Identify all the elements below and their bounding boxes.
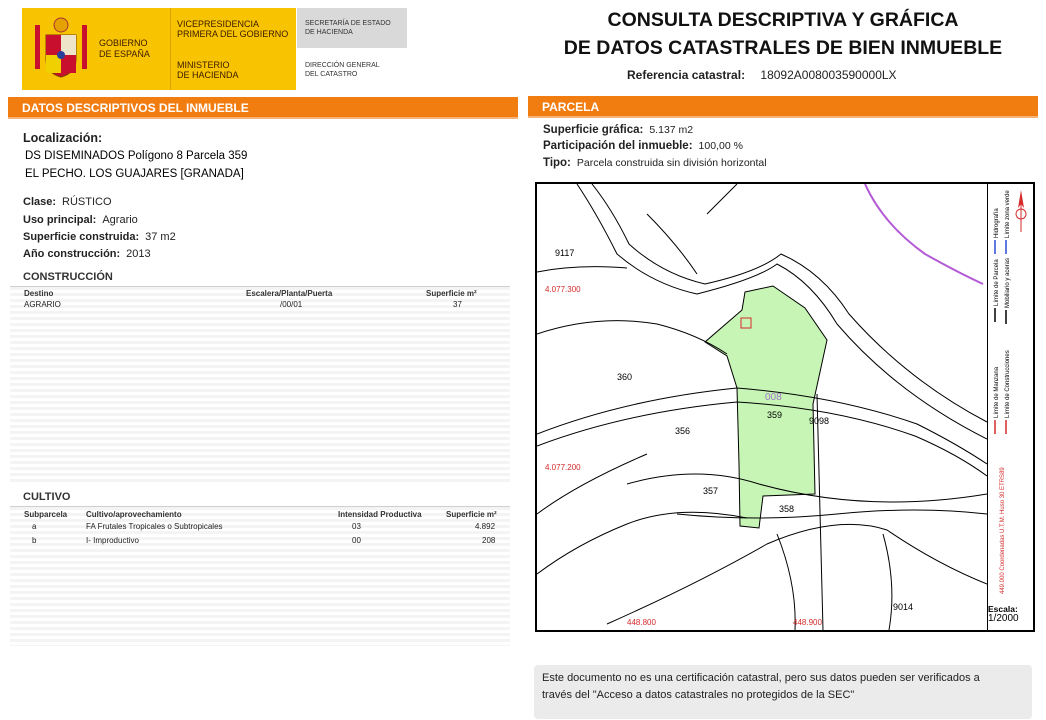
col-superficie: Superficie m²: [426, 289, 477, 298]
road-line: [537, 512, 747, 574]
direccion-general-text: DIRECCIÓN GENERAL DEL CATASTRO: [305, 62, 380, 78]
table-cell: 208: [482, 536, 496, 545]
escala-value: 1/2000: [988, 613, 1019, 624]
tipo-value: Parcela construida sin división horizontal: [576, 157, 767, 169]
road-line: [537, 267, 627, 272]
table-cell: b: [32, 536, 37, 545]
section-underline: [8, 117, 518, 119]
parcel-label: 9098: [809, 416, 830, 426]
table-cell: 00: [352, 536, 361, 545]
table-cell: a: [32, 522, 37, 531]
table-cell: 37: [453, 300, 462, 309]
superficie-construida-value: 37 m2: [145, 231, 176, 243]
disclaimer-line1: Este documento no es una certificación catastral, pero sus datos pueden ser verificados a: [542, 672, 980, 684]
col-destino: Destino: [24, 289, 54, 298]
anio-row: [23, 248, 151, 260]
participacion-row: [543, 140, 743, 152]
superficie-grafica-row: [543, 124, 693, 136]
col-cultivo: Cultivo/aprovechamiento: [86, 510, 182, 519]
parcel-label: 9014: [893, 602, 914, 612]
escala-block: [988, 605, 1019, 623]
coord-label: 4.077.200: [545, 463, 581, 472]
cadastral-map[interactable]: [535, 182, 1035, 632]
participacion-value: 100,00 %: [698, 140, 743, 152]
road-line: [817, 394, 823, 630]
legend-drawing: [988, 184, 1035, 630]
coord-label: 448.800: [627, 618, 656, 627]
referencia-label: Referencia catastral:: [627, 68, 746, 82]
uso-label: Uso principal:: [23, 214, 97, 226]
legend-item: Mobiliario y aceras: [1005, 257, 1011, 308]
parcel-label: 358: [779, 504, 795, 514]
gobierno-text: GOBIERNO DE ESPAÑA: [99, 38, 150, 59]
subparcel-label: 008: [765, 392, 782, 403]
map-drawing: [537, 184, 987, 630]
referencia-value: 18092A008003590000LX: [760, 68, 897, 82]
anio-label: Año construcción:: [23, 248, 121, 260]
col-superficie: Superficie m²: [446, 510, 497, 519]
cultivo-title: CULTIVO: [23, 491, 71, 503]
legend-item: Límite de Parcela: [994, 259, 1000, 306]
table-cell: 03: [352, 522, 361, 531]
legend-item: Límite zona verde: [1005, 190, 1011, 238]
escala-label: Escala:: [988, 604, 1018, 614]
clase-value: RÚSTICO: [62, 196, 112, 208]
parcela-header: PARCELA: [528, 96, 1038, 116]
referencia-catastral: [627, 68, 897, 82]
table-cell: AGRARIO: [24, 300, 61, 309]
road-line: [647, 214, 697, 274]
participacion-label: Participación del inmueble:: [543, 140, 693, 152]
table-cell: I- Improductivo: [86, 536, 139, 545]
document-title-line2: DE DATOS CATASTRALES DE BIEN INMUEBLE: [563, 37, 1003, 59]
road-line: [537, 321, 727, 354]
localizacion-line1: DS DISEMINADOS Polígono 8 Parcela 359: [25, 150, 248, 162]
legend-item: Límite de Manzana: [994, 366, 1000, 418]
parcel-label: 356: [675, 426, 691, 436]
datos-descriptivos-header: DATOS DESCRIPTIVOS DEL INMUEBLE: [8, 97, 518, 117]
gobierno-logo: [22, 8, 296, 90]
construccion-title: CONSTRUCCIÓN: [23, 271, 113, 283]
table-cell: FA Frutales Tropicales o Subtropicales: [86, 522, 223, 531]
vicepresidencia-block: [170, 8, 296, 90]
tipo-row: [543, 157, 767, 169]
disclaimer-note: [534, 665, 1032, 719]
col-subparcela: Subparcela: [24, 510, 68, 519]
parcel-label: 360: [617, 372, 633, 382]
parcel-359-area: [705, 286, 830, 528]
disclaimer-line2: través del "Acceso a datos catastrales no protegidos de la SEC": [542, 689, 855, 701]
map-legend: [987, 184, 1035, 630]
section-underline: [528, 116, 1038, 118]
uso-row: [23, 214, 138, 226]
parcel-label: 359: [767, 410, 783, 420]
road-line: [777, 534, 795, 630]
legend-item: Límite de Construcciones: [1005, 350, 1011, 418]
coord-label: 448.900: [793, 618, 822, 627]
uso-value: Agrario: [102, 214, 138, 226]
anio-value: 2013: [126, 248, 151, 260]
superficie-grafica-label: Superficie gráfica:: [543, 124, 644, 136]
coord-label: 4.077.300: [545, 285, 581, 294]
table-cell: /00/01: [280, 300, 303, 309]
tipo-label: Tipo:: [543, 157, 571, 169]
north-arrow-icon: [1016, 190, 1026, 232]
superficie-grafica-value: 5.137 m2: [649, 124, 694, 136]
secretaria-block: [297, 8, 407, 48]
road-line: [883, 534, 892, 630]
cultivo-table: [10, 506, 510, 646]
vicepresidencia-text: VICEPRESIDENCIA PRIMERA DEL GOBIERNO: [177, 19, 289, 39]
document-title-line1: CONSULTA DESCRIPTIVA Y GRÁFICA: [607, 9, 959, 31]
clase-label: Clase:: [23, 196, 57, 208]
coord-system-label: 449.000 Coordenadas U.T.M. Huso 30 ETRS89: [1000, 467, 1006, 594]
localizacion-label: Localización:: [23, 131, 103, 145]
col-intensidad: Intensidad Productiva: [338, 510, 422, 519]
col-escalera: Escalera/Planta/Puerta: [246, 289, 333, 298]
ministerio-text: MINISTERIO DE HACIENDA: [177, 60, 239, 80]
table-cell: 4.892: [475, 522, 496, 531]
hydrography-line: [865, 184, 983, 284]
parcel-label: 9117: [555, 248, 575, 258]
road-line: [707, 184, 737, 214]
coat-of-arms-icon: [32, 15, 90, 83]
road-line: [607, 524, 987, 624]
secretaria-text: SECRETARÍA DE ESTADO DE HACIENDA: [305, 20, 391, 36]
localizacion-line2: EL PECHO. LOS GUAJARES [GRANADA]: [25, 168, 244, 180]
clase-row: [23, 196, 112, 208]
legend-item: Hidrografía: [994, 208, 1000, 238]
construccion-table: [10, 286, 510, 483]
parcel-label: 357: [703, 486, 719, 496]
superficie-construida-label: Superficie construida:: [23, 231, 140, 243]
superficie-construida-row: [23, 231, 176, 243]
